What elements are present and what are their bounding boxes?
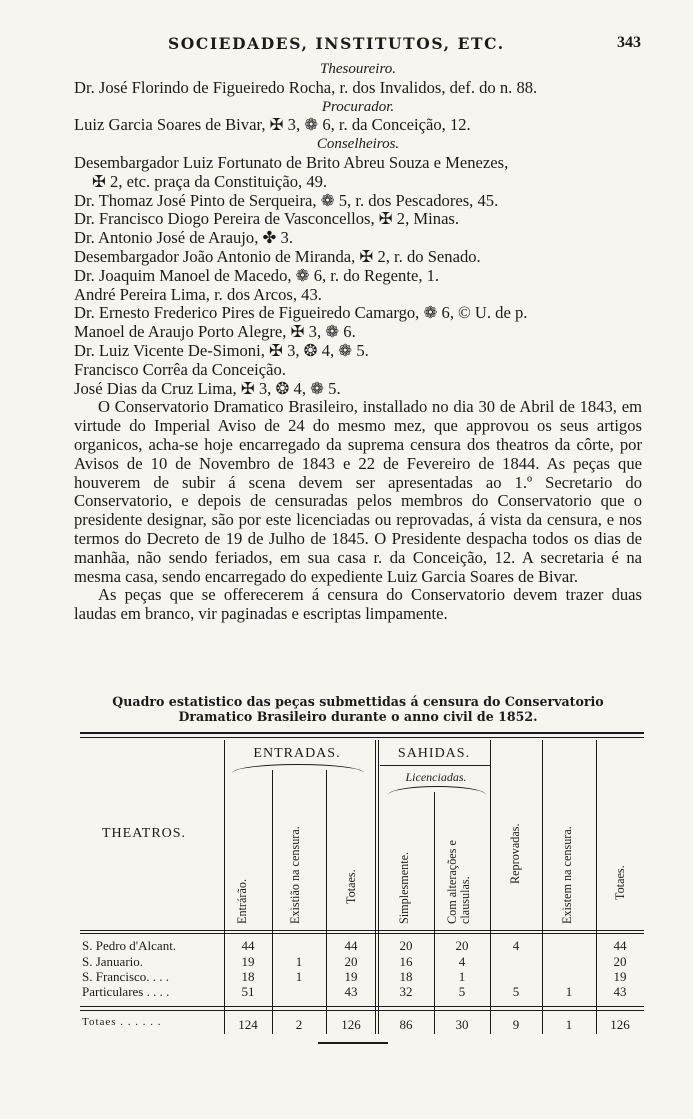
table-rule (80, 737, 644, 738)
table-cell: 1 (295, 954, 303, 969)
table-rule (224, 740, 225, 1034)
paragraph-conservatorio: O Conservatorio Dramatico Brasileiro, installado no dia 30 de Abril de 1843, em virtude do Imperial Aviso de 24 do mesmo mez, que approvou os seus artigos organicos, acha-se hoje encarregado da suprema censura dos theatros da côrte, por Avisos de 10 de Novembro de 1843 e 22 de Fevereiro de 1844. As peças que houverem de subir á scena devem ser apresentadas ao 1.º Secretario do Conservatorio, e depois de censuradas pelos membros do Conservatorio que o presidente designar, são por este licenciadas ou reprovadas, á vista da censura, e nos termos do Decreto de 19 de Julho de 1845. O Presidente despacha todos os dias de manhãa, não sendo feriados, em sua casa r. da Conceição, 12. A secretaria é na mesma casa, sendo encarregado do expediente Luiz Garcia Soares de Bivar. (74, 397, 642, 586)
table-cell: 20 (455, 938, 469, 953)
table-rule (378, 740, 379, 1034)
member-line: Desembargador João Antonio de Miranda, ✠ 2, r. do Senado. (74, 246, 481, 266)
table-rule (375, 740, 376, 1034)
table-rule (80, 1010, 644, 1011)
table-cell: 5 (458, 984, 466, 999)
table-rule (80, 732, 644, 734)
column-header: Existião na censura. (288, 826, 302, 924)
row-label: S. Pedro d'Alcant. (82, 938, 177, 953)
totals-cell: 124 (238, 1017, 258, 1032)
table-cell: 20 (399, 938, 413, 953)
column-header: Totaes. (613, 865, 627, 900)
table-cell: 19 (613, 969, 627, 984)
member-line: Dr. José Florindo de Figueiredo Rocha, r. dos Invalidos, def. do n. 88. (74, 77, 538, 97)
table-rule (434, 792, 435, 1034)
totals-cell: 30 (455, 1017, 469, 1032)
table-cell: 43 (344, 984, 358, 999)
member-line: Dr. Antonio José de Araujo, ✤ 3. (74, 228, 294, 248)
member-line: José Dias da Cruz Lima, ✠ 3, ❂ 4, ❁ 5. (74, 378, 341, 398)
group-brace (232, 764, 364, 773)
totals-label: Totaes . . . . . . (82, 1016, 162, 1028)
member-line: Manoel de Araujo Porto Alegre, ✠ 3, ❁ 6. (74, 322, 356, 342)
table-caption-line: Quadro estatistico das peças submettidas á censura do Conservatorio (112, 694, 604, 709)
table-cell: 16 (399, 954, 413, 969)
totals-cell: 86 (399, 1017, 413, 1032)
row-label: S. Januario. (82, 954, 144, 969)
role-heading: Thesoureiro. (320, 61, 396, 77)
table-cell: 19 (344, 969, 358, 984)
table-rule (490, 740, 491, 1034)
member-line: Dr. Ernesto Frederico Pires de Figueiredo Camargo, ❁ 6, © U. de p. (74, 303, 528, 323)
totals-cell: 126 (610, 1017, 630, 1032)
row-label: S. Francisco. . . . (82, 969, 170, 984)
table-cell: 1 (295, 969, 303, 984)
member-line: Desembargador Luiz Fortunato de Brito Abreu Souza e Menezes, (74, 152, 509, 172)
table-caption-line: Dramatico Brasileiro durante o anno civil de 1852. (178, 709, 538, 724)
paragraph-pecas: As peças que se offerecerem á censura do Conservatorio devem trazer duas laudas em branco, vir paginadas e escriptas limpamente. (74, 585, 642, 624)
table-rule (80, 933, 644, 934)
table-cell: 51 (241, 984, 255, 999)
table-rule (326, 770, 327, 1034)
table-cell: 1 (458, 969, 466, 984)
table-cell: 44 (344, 938, 358, 953)
page-number: 343 (617, 34, 641, 51)
table-cell: 19 (241, 954, 255, 969)
table-cell: 44 (241, 938, 255, 953)
table-rule (80, 930, 644, 931)
column-header: Totaes. (344, 869, 358, 904)
table-cell: 1 (565, 984, 573, 999)
column-header: Entrárão. (235, 878, 249, 924)
column-header: Simplesmente. (397, 851, 411, 924)
page-header (0, 34, 693, 58)
table-rule (596, 740, 597, 1034)
member-line: ✠ 2, etc. praça da Constituição, 49. (92, 171, 328, 191)
member-line: Francisco Corrêa da Conceição. (74, 359, 286, 379)
table-cell: 5 (512, 984, 520, 999)
table-cell: 20 (344, 954, 358, 969)
group-entradas: ENTRADAS. (253, 746, 341, 761)
table-cell: 4 (458, 954, 466, 969)
table-cell: 44 (613, 938, 627, 953)
table-rule (272, 770, 273, 1034)
member-line: Dr. Francisco Diogo Pereira de Vasconcellos, ✠ 2, Minas. (74, 209, 460, 229)
subgroup-licenciadas: Licenciadas. (405, 770, 467, 784)
member-line: Dr. Thomaz José Pinto de Serqueira, ❁ 5, r. dos Pescadores, 45. (74, 190, 499, 210)
role-heading: Procurador. (321, 98, 395, 115)
column-header: Com alterações e clausulas. (445, 840, 472, 924)
running-head: SOCIEDADES, INSTITUTOS, ETC. (168, 34, 505, 53)
group-sahidas: SAHIDAS. (397, 746, 471, 761)
column-header: Existem na censura. (560, 826, 574, 924)
stub-header: THEATROS. (102, 826, 187, 841)
table-rule (80, 1006, 644, 1007)
column-header: Reprovadas. (508, 823, 522, 884)
table-cell: 32 (399, 984, 413, 999)
table-caption (72, 694, 644, 724)
table-cell: 43 (613, 984, 627, 999)
table-rule (542, 740, 543, 1034)
totals-cell: 9 (512, 1017, 520, 1032)
totals-cell: 1 (565, 1017, 573, 1032)
totals-cell: 2 (295, 1017, 303, 1032)
table-cell: 18 (241, 969, 255, 984)
table-cell: 20 (613, 954, 627, 969)
totals-cell: 126 (341, 1017, 361, 1032)
member-line: André Pereira Lima, r. dos Arcos, 43. (74, 284, 322, 304)
role-heading: Conselheiros. (316, 136, 400, 153)
member-line: Dr. Joaquim Manoel de Macedo, ❁ 6, r. do Regente, 1. (74, 265, 440, 285)
member-line: Luiz Garcia Soares de Bivar, ✠ 3, ❁ 6, r. da Conceição, 12. (74, 115, 471, 135)
group-brace (388, 786, 486, 795)
body-text (74, 60, 642, 624)
table-rule (380, 765, 490, 766)
row-label: Particulares . . . . (82, 984, 170, 999)
table-rule (318, 1042, 388, 1044)
member-line: Dr. Luiz Vicente De-Simoni, ✠ 3, ❂ 4, ❁ 5. (74, 340, 369, 360)
table-cell: 18 (399, 969, 413, 984)
table-cell: 4 (512, 938, 520, 953)
